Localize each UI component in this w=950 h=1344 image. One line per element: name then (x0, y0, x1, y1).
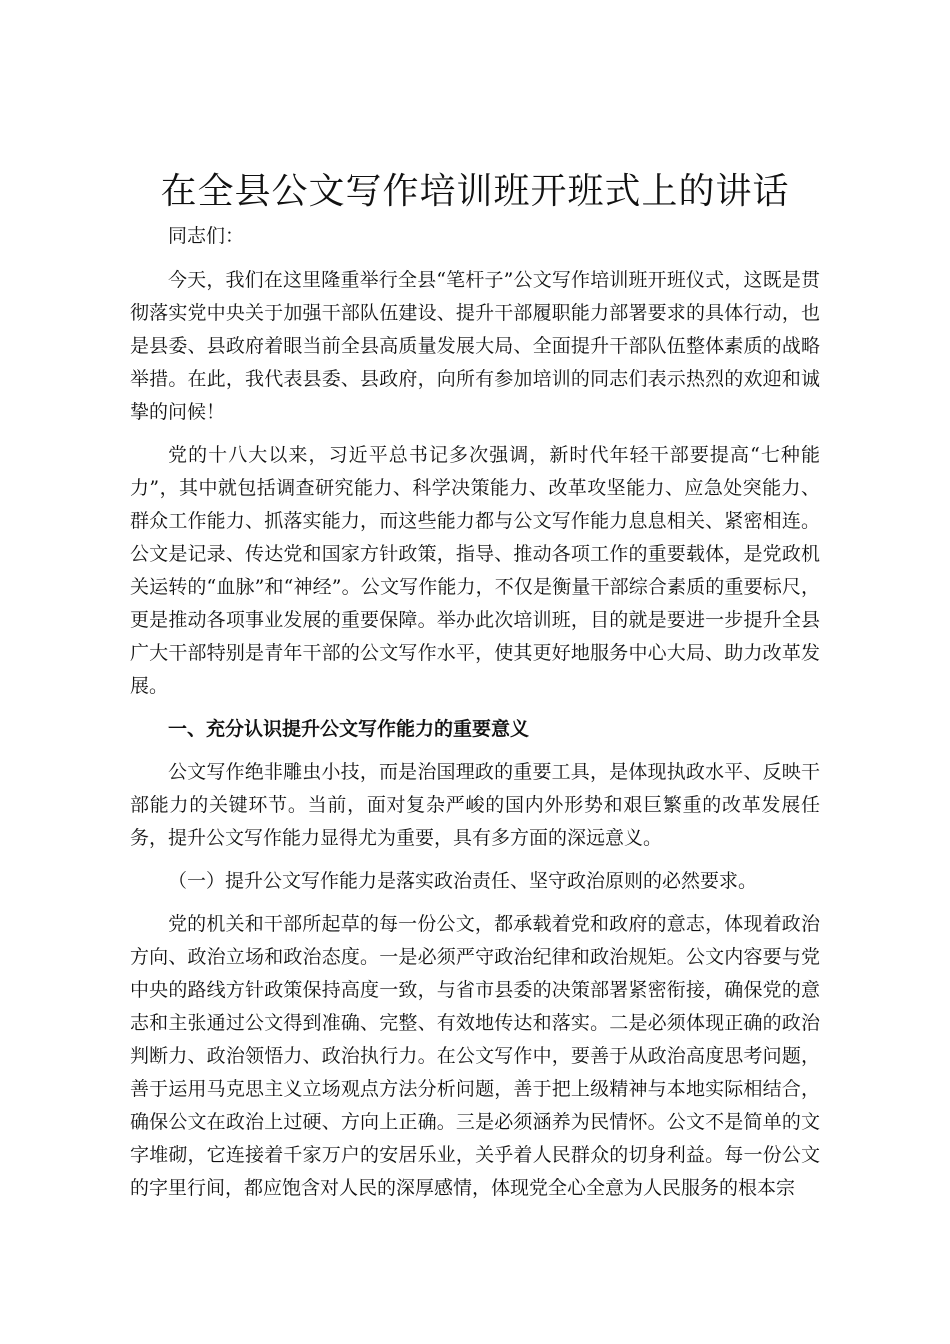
section-heading-1: 一、充分认识提升公文写作能力的重要意义 (168, 718, 530, 740)
subsection-heading-1: （一）提升公文写作能力是落实政治责任、坚守政治原则的必然要求。 (168, 870, 758, 892)
document-body (130, 220, 820, 1215)
paragraph-section-1-intro: 公文写作绝非雕虫小技，而是治国理政的重要工具，是体现执政水平、反映干部能力的关键环节。当前，面对复杂严峻的国内外形势和艰巨繁重的改革发展任务，提升公文写作能力显得尤为重要，具有多方面的深远意义。 (130, 761, 820, 849)
document-title: 在全县公文写作培训班开班式上的讲话 (160, 171, 790, 212)
paragraph-opening: 今天，我们在这里隆重举行全县“笔杆子”公文写作培训班开班仪式，这既是贯彻落实党中央关于加强干部队伍建设、提升干部履职能力部署要求的具体行动，也是县委、县政府着眼当前全县高质量发展大局、全面提升干部队伍整体素质的战略举措。在此，我代表县委、县政府，向所有参加培训的同志们表示热烈的欢迎和诚挚的问候！ (130, 269, 820, 423)
paragraph-subsection-1: 党的机关和干部所起草的每一份公文，都承载着党和政府的意志，体现着政治方向、政治立场和政治态度。一是必须严守政治纪律和政治规矩。公文内容要与党中央的路线方针政策保持高度一致，与省市县委的决策部署紧密衔接，确保党的意志和主张通过公文得到准确、完整、有效地传达和落实。二是必须体现正确的政治判断力、政治领悟力、政治执行力。在公文写作中，要善于从政治高度思考问题，善于运用马克思主义立场观点方法分析问题，善于把上级精神与本地实际相结合，确保公文在政治上过硬、方向上正确。三是必须涵养为民情怀。公文不是简单的文字堆砌，它连接着千家万户的安居乐业，关乎着人民群众的切身利益。每一份公文的字里行间，都应饱含对人民的深厚感情，体现党全心全意为人民服务的根本宗 (130, 913, 820, 1199)
paragraph-background: 党的十八大以来，习近平总书记多次强调，新时代年轻干部要提高“七种能力”，其中就包括调查研究能力、科学决策能力、改革攻坚能力、应急处突能力、群众工作能力、抓落实能力，而这些能力都与公文写作能力息息相关、紧密相连。公文是记录、传达党和国家方针政策，指导、推动各项工作的重要载体，是党政机关运转的“血脉”和“神经”。公文写作能力，不仅是衡量干部综合素质的重要标尺，更是推动各项事业发展的重要保障。举办此次培训班，目的就是要进一步提升全县广大干部特别是青年干部的公文写作水平，使其更好地服务中心大局、助力改革发展。 (130, 444, 820, 697)
salutation: 同志们： (168, 225, 245, 247)
